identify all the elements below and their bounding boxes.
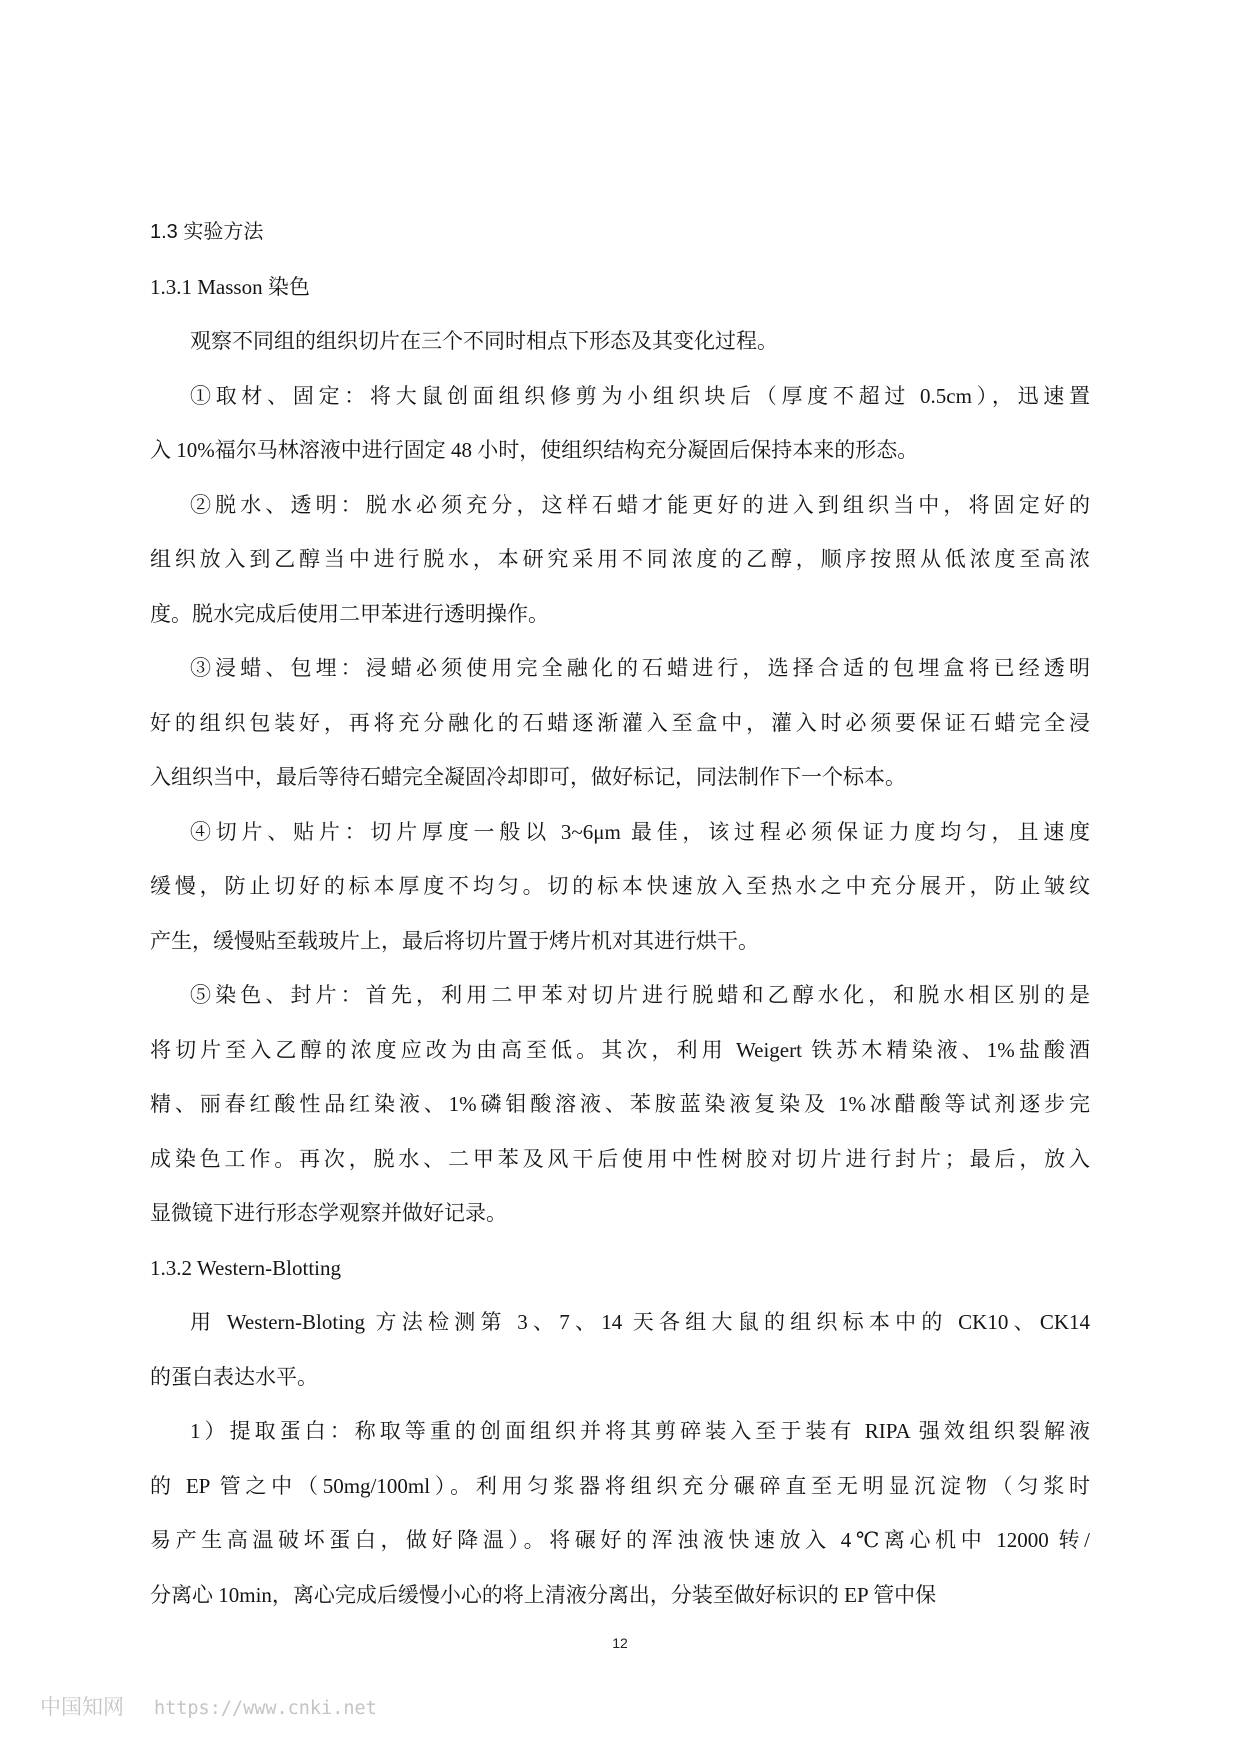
paragraph-line: 精、丽春红酸性品红染液、1%磷钼酸溶液、苯胺蓝染液复染及 1%冰醋酸等试剂逐步完 bbox=[150, 1092, 1090, 1116]
paragraph bbox=[150, 1404, 1090, 1622]
subsection bbox=[150, 260, 1090, 1241]
paragraph-line: 观察不同组的组织切片在三个不同时相点下形态及其变化过程。 bbox=[190, 329, 778, 353]
section-heading: 1.3 实验方法 bbox=[150, 221, 264, 243]
page-content bbox=[150, 205, 1090, 1622]
paragraph-line: ⑤染色、封片：首先，利用二甲苯对切片进行脱蜡和乙醇水化，和脱水相区别的是 bbox=[190, 983, 1090, 1007]
paragraph-line: ③浸蜡、包埋：浸蜡必须使用完全融化的石蜡进行，选择合适的包埋盒将已经透明 bbox=[190, 656, 1090, 680]
paragraph-line: 成染色工作。再次，脱水、二甲苯及风干后使用中性树胶对切片进行封片；最后，放入 bbox=[150, 1146, 1090, 1171]
paragraph-line: 易产生高温破坏蛋白，做好降温）。将碾好的浑浊液快速放入 4℃离心机中 12000 转/ bbox=[150, 1528, 1090, 1552]
watermark-url: https://www.cnki.net bbox=[154, 1698, 377, 1719]
paragraph-line: 入 10%福尔马林溶液中进行固定 48 小时，使组织结构充分凝固后保持本来的形态。 bbox=[150, 438, 919, 462]
paragraph bbox=[150, 1295, 1090, 1404]
subsection-heading: 1.3.1 Masson 染色 bbox=[150, 274, 310, 299]
paragraph bbox=[150, 805, 1090, 969]
paragraph-line: ②脱水、透明：脱水必须充分，这样石蜡才能更好的进入到组织当中，将固定好的 bbox=[190, 492, 1090, 517]
paragraph bbox=[150, 369, 1090, 478]
paragraph-line: 缓慢，防止切好的标本厚度不均匀。切的标本快速放入至热水之中充分展开，防止皱纹 bbox=[150, 874, 1090, 898]
paragraph-line: 显微镜下进行形态学观察并做好记录。 bbox=[150, 1201, 507, 1225]
paragraph-line: 产生，缓慢贴至载玻片上，最后将切片置于烤片机对其进行烘干。 bbox=[150, 928, 759, 953]
paragraph-line: 的 EP 管之中（50mg/100ml）。利用匀浆器将组织充分碾碎直至无明显沉淀物（匀浆时 bbox=[150, 1473, 1090, 1498]
paragraph bbox=[150, 314, 1090, 369]
subsection-heading: 1.3.2 Western-Blotting bbox=[150, 1255, 341, 1280]
subsection bbox=[150, 1241, 1090, 1623]
paragraph-line: 的蛋白表达水平。 bbox=[150, 1364, 318, 1389]
subsections-container bbox=[150, 260, 1090, 1623]
page-number: 12 bbox=[612, 1635, 628, 1651]
watermark bbox=[40, 1692, 377, 1722]
paragraph-line: 度。脱水完成后使用二甲苯进行透明操作。 bbox=[150, 601, 549, 626]
paragraph-line: 入组织当中，最后等待石蜡完全凝固冷却即可，做好标记，同法制作下一个标本。 bbox=[150, 765, 906, 789]
paragraph bbox=[150, 641, 1090, 805]
paragraph-line: ④切片、贴片：切片厚度一般以 3~6μm 最佳，该过程必须保证力度均匀，且速度 bbox=[190, 819, 1090, 844]
paragraph-line: 好的组织包装好，再将充分融化的石蜡逐渐灌入至盒中，灌入时必须要保证石蜡完全浸 bbox=[150, 710, 1090, 735]
paragraph-line: 组织放入到乙醇当中进行脱水，本研究采用不同浓度的乙醇，顺序按照从低浓度至高浓 bbox=[150, 547, 1090, 571]
paragraph-line: 用 Western-Bloting 方法检测第 3、7、14 天各组大鼠的组织标本中的 CK10、CK14 bbox=[190, 1310, 1090, 1334]
paragraph bbox=[150, 968, 1090, 1241]
paragraph bbox=[150, 478, 1090, 642]
paragraph-line: 将切片至入乙醇的浓度应改为由高至低。其次，利用 Weigert 铁苏木精染液、1%盐酸酒 bbox=[150, 1037, 1090, 1062]
paragraph-line: ①取材、固定：将大鼠创面组织修剪为小组织块后（厚度不超过 0.5cm），迅速置 bbox=[190, 383, 1090, 408]
paragraph-line: 分离心 10min，离心完成后缓慢小心的将上清液分离出，分装至做好标识的 EP 管中保 bbox=[150, 1582, 937, 1607]
paragraph-line: 1）提取蛋白：称取等重的创面组织并将其剪碎装入至于装有 RIPA 强效组织裂解液 bbox=[190, 1419, 1090, 1443]
watermark-brand: 中国知网 bbox=[40, 1695, 124, 1719]
